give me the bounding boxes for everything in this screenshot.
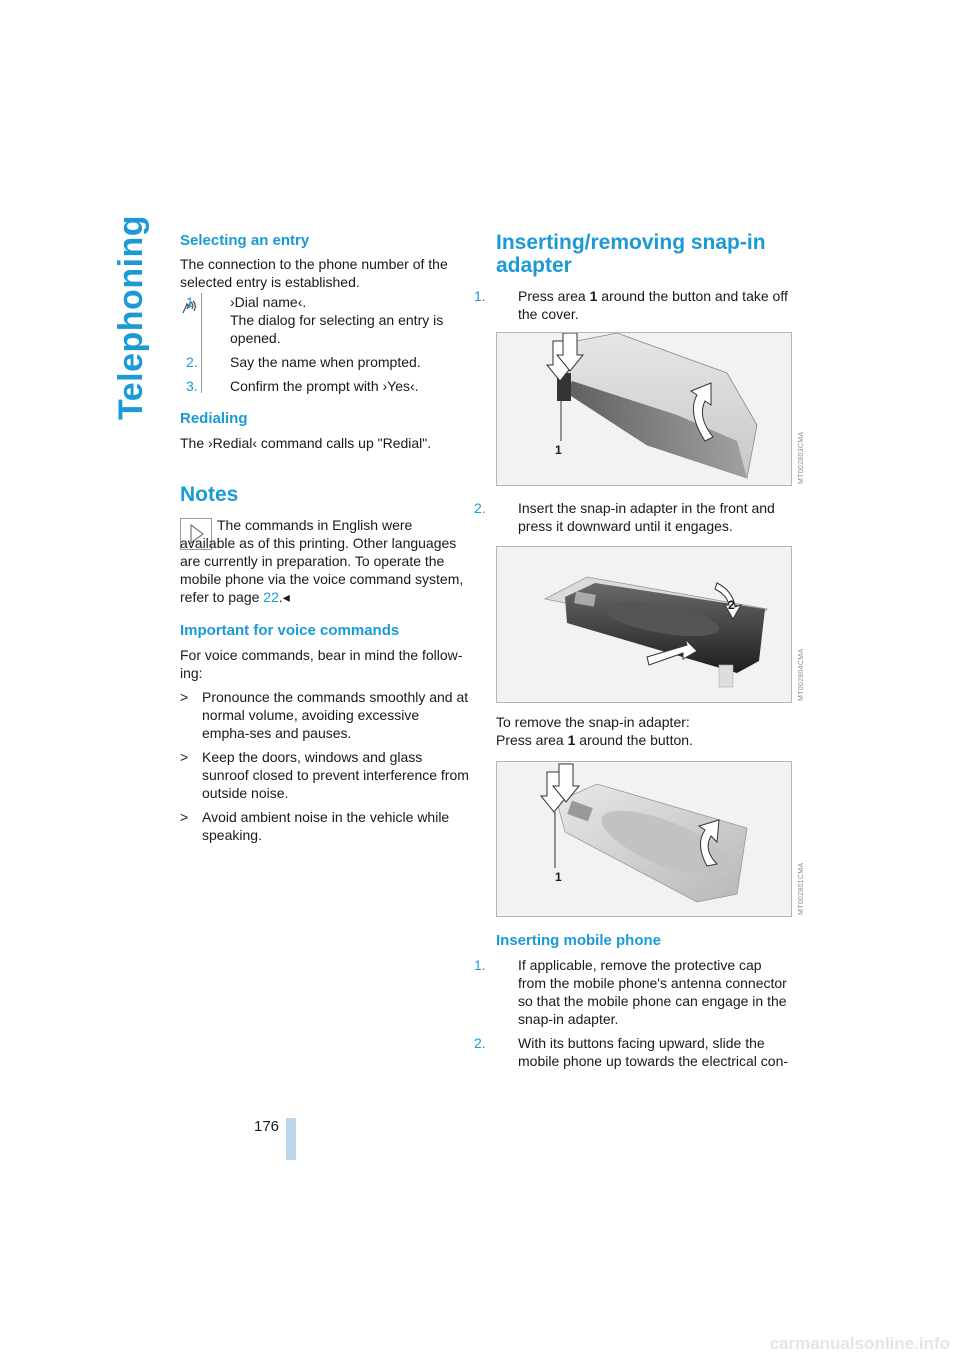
figure-code: MT002801CMA (798, 862, 805, 915)
bullet-item: > Keep the doors, windows and glass sunroof closed to prevent interference from outside noise. (180, 749, 469, 801)
step-list-item: 1. ›Dial name‹. (186, 294, 307, 310)
figure-remove-cover (496, 332, 792, 486)
selecting-steps (186, 293, 470, 395)
step-list-item: 2. Insert the snap-in adapter in the front and press it downward until it engages. (474, 500, 775, 534)
selecting-heading: Selecting an entry (180, 232, 310, 249)
bullet-item: > Avoid ambient noise in the vehicle while speaking. (180, 809, 450, 843)
page-link[interactable]: 22 (263, 589, 279, 605)
bullet-item: > Pronounce the commands smoothly and at normal volume, avoiding excessive empha-ses and pauses. (180, 689, 469, 741)
figure-callout-label: 1 (555, 870, 562, 884)
step-list-item: 3. Confirm the prompt with ›Yes‹. (186, 378, 419, 394)
step-list-item: 1. Press area 1 around the button and take off the cover. (474, 288, 788, 322)
figure-callout-label: 1 (555, 443, 562, 457)
remove-line: Press area 1 around the button. (496, 732, 693, 748)
notes-text: The commands in English were available as of this printing. Other languages are currently in preparation. To operate the mobile phone via the voice command system, refer to page 22.◂ (180, 517, 464, 605)
redialing-text: The ›Redial‹ command calls up "Redial". (180, 435, 432, 451)
step-list-item: 2. Say the name when prompted. (186, 354, 421, 370)
important-section (180, 622, 470, 844)
notes-section (180, 483, 470, 506)
remove-line: To remove the snap-in adapter: (496, 714, 690, 730)
page-number: 176 (254, 1118, 280, 1135)
step-list-item: 1. If applicable, remove the protective cap from the mobile phone's antenna connector so that the mobile phone can engage in the snap-in adapter. (474, 957, 787, 1027)
important-heading: Important for voice commands (180, 622, 400, 639)
redialing-heading: Redialing (180, 410, 248, 427)
figure-remove-adapter (496, 761, 792, 917)
notes-body (180, 516, 470, 606)
important-intro: For voice commands, bear in mind the follow-ing: (180, 647, 463, 681)
voice-divider (201, 293, 202, 393)
step-sub-text: The dialog for selecting an entry is opened. (230, 312, 444, 346)
snap-in-section (474, 231, 796, 323)
figure-code: MT002804CMA (798, 648, 805, 701)
figure-insert-adapter (496, 546, 792, 703)
step-2 (474, 499, 792, 535)
mobile-heading: Inserting mobile phone (496, 932, 662, 949)
figure-callout-label: 2 (728, 598, 735, 612)
mobile-section (474, 932, 792, 1070)
page-marker-bar (286, 1118, 296, 1160)
selecting-intro: The connection to the phone number of the selected entry is established. (180, 256, 448, 290)
redialing-section (180, 410, 470, 452)
selecting-section (180, 232, 470, 291)
chapter-side-title: Telephoning (112, 214, 150, 420)
step-list-item: 2. With its buttons facing upward, slide the mobile phone up towards the electrical con- (474, 1035, 789, 1069)
remove-adapter-text (496, 713, 792, 749)
snap-heading: Inserting/removing snap-in adapter (496, 231, 766, 277)
figure-code: MT002803CMA (798, 431, 805, 484)
footer-watermark: carmanualsonline.info (0, 1328, 960, 1358)
notes-heading: Notes (180, 483, 239, 506)
